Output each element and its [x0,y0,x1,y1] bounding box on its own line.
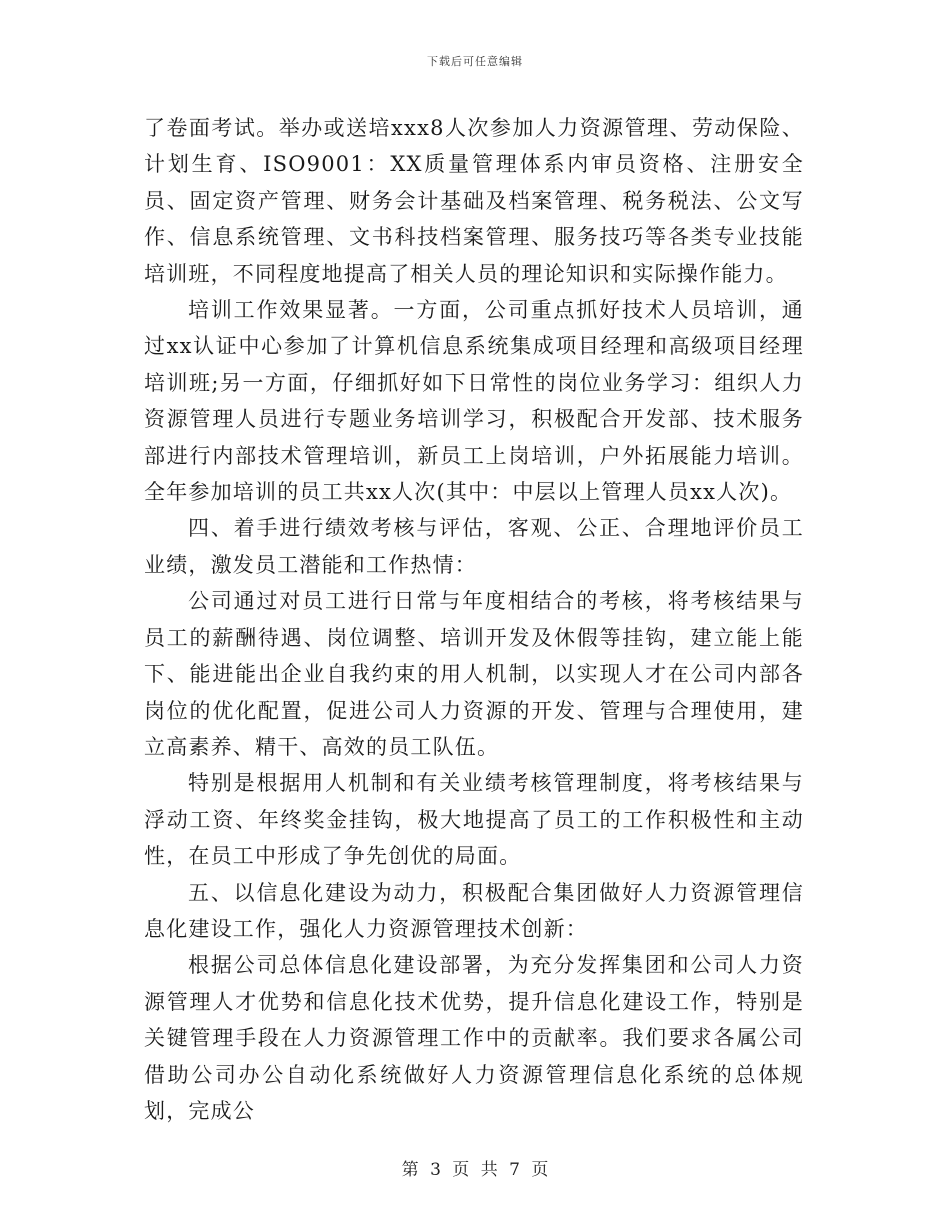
document-body [144,110,804,1129]
paragraph-6-heading: 五、以信息化建设为动力，积极配合集团做好人力资源管理信息化建设工作，强化人力资源管理技术创新： [144,880,804,941]
paragraph-2: 培训工作效果显著。一方面，公司重点抓好技术人员培训，通过xx认证中心参加了计算机信息系统集成项目经理和高级项目经理培训班;另一方面，仔细抓好如下日常性的岗位业务学习：组织人力资源管理人员进行专题业务培训学习，积极配合开发部、技术服务部进行内部技术管理培训，新员工上岗培训，户外拓展能力培训。全年参加培训的员工共xx人次(其中：中层以上管理人员xx人次)。 [144,298,804,505]
paragraph-1: 了卷面考试。举办或送培xxx8人次参加人力资源管理、劳动保险、计划生育、ISO9001：XX质量管理体系内审员资格、注册安全员、固定资产管理、财务会计基础及档案管理、税务税法、公文写作、信息系统管理、文书科技档案管理、服务技巧等各类专业技能培训班，不同程度地提高了相关人员的理论知识和实际操作能力。 [144,116,804,286]
page-number-footer: 第 3 页 共 7 页 [401,1160,549,1180]
paragraph-3-heading: 四、着手进行绩效考核与评估，客观、公正、合理地评价员工业绩，激发员工潜能和工作热情： [144,516,804,577]
paragraph-5: 特别是根据用人机制和有关业绩考核管理制度，将考核结果与浮动工资、年终奖金挂钩，极大地提高了员工的工作积极性和主动性，在员工中形成了争先创优的局面。 [144,771,804,869]
page-header-note: 下载后可任意编辑 [427,55,523,68]
paragraph-4: 公司通过对员工进行日常与年度相结合的考核，将考核结果与员工的薪酬待遇、岗位调整、培训开发及休假等挂钩，建立能上能下、能进能出企业自我约束的用人机制，以实现人才在公司内部各岗位的优化配置，促进公司人力资源的开发、管理与合理使用，建立高素养、精干、高效的员工队伍。 [144,589,804,759]
paragraph-7: 根据公司总体信息化建设部署，为充分发挥集团和公司人力资源管理人才优势和信息化技术优势，提升信息化建设工作，特别是关键管理手段在人力资源管理工作中的贡献率。我们要求各属公司借助公司办公自动化系统做好人力资源管理信息化系统的总体规划，完成公 [144,953,804,1123]
